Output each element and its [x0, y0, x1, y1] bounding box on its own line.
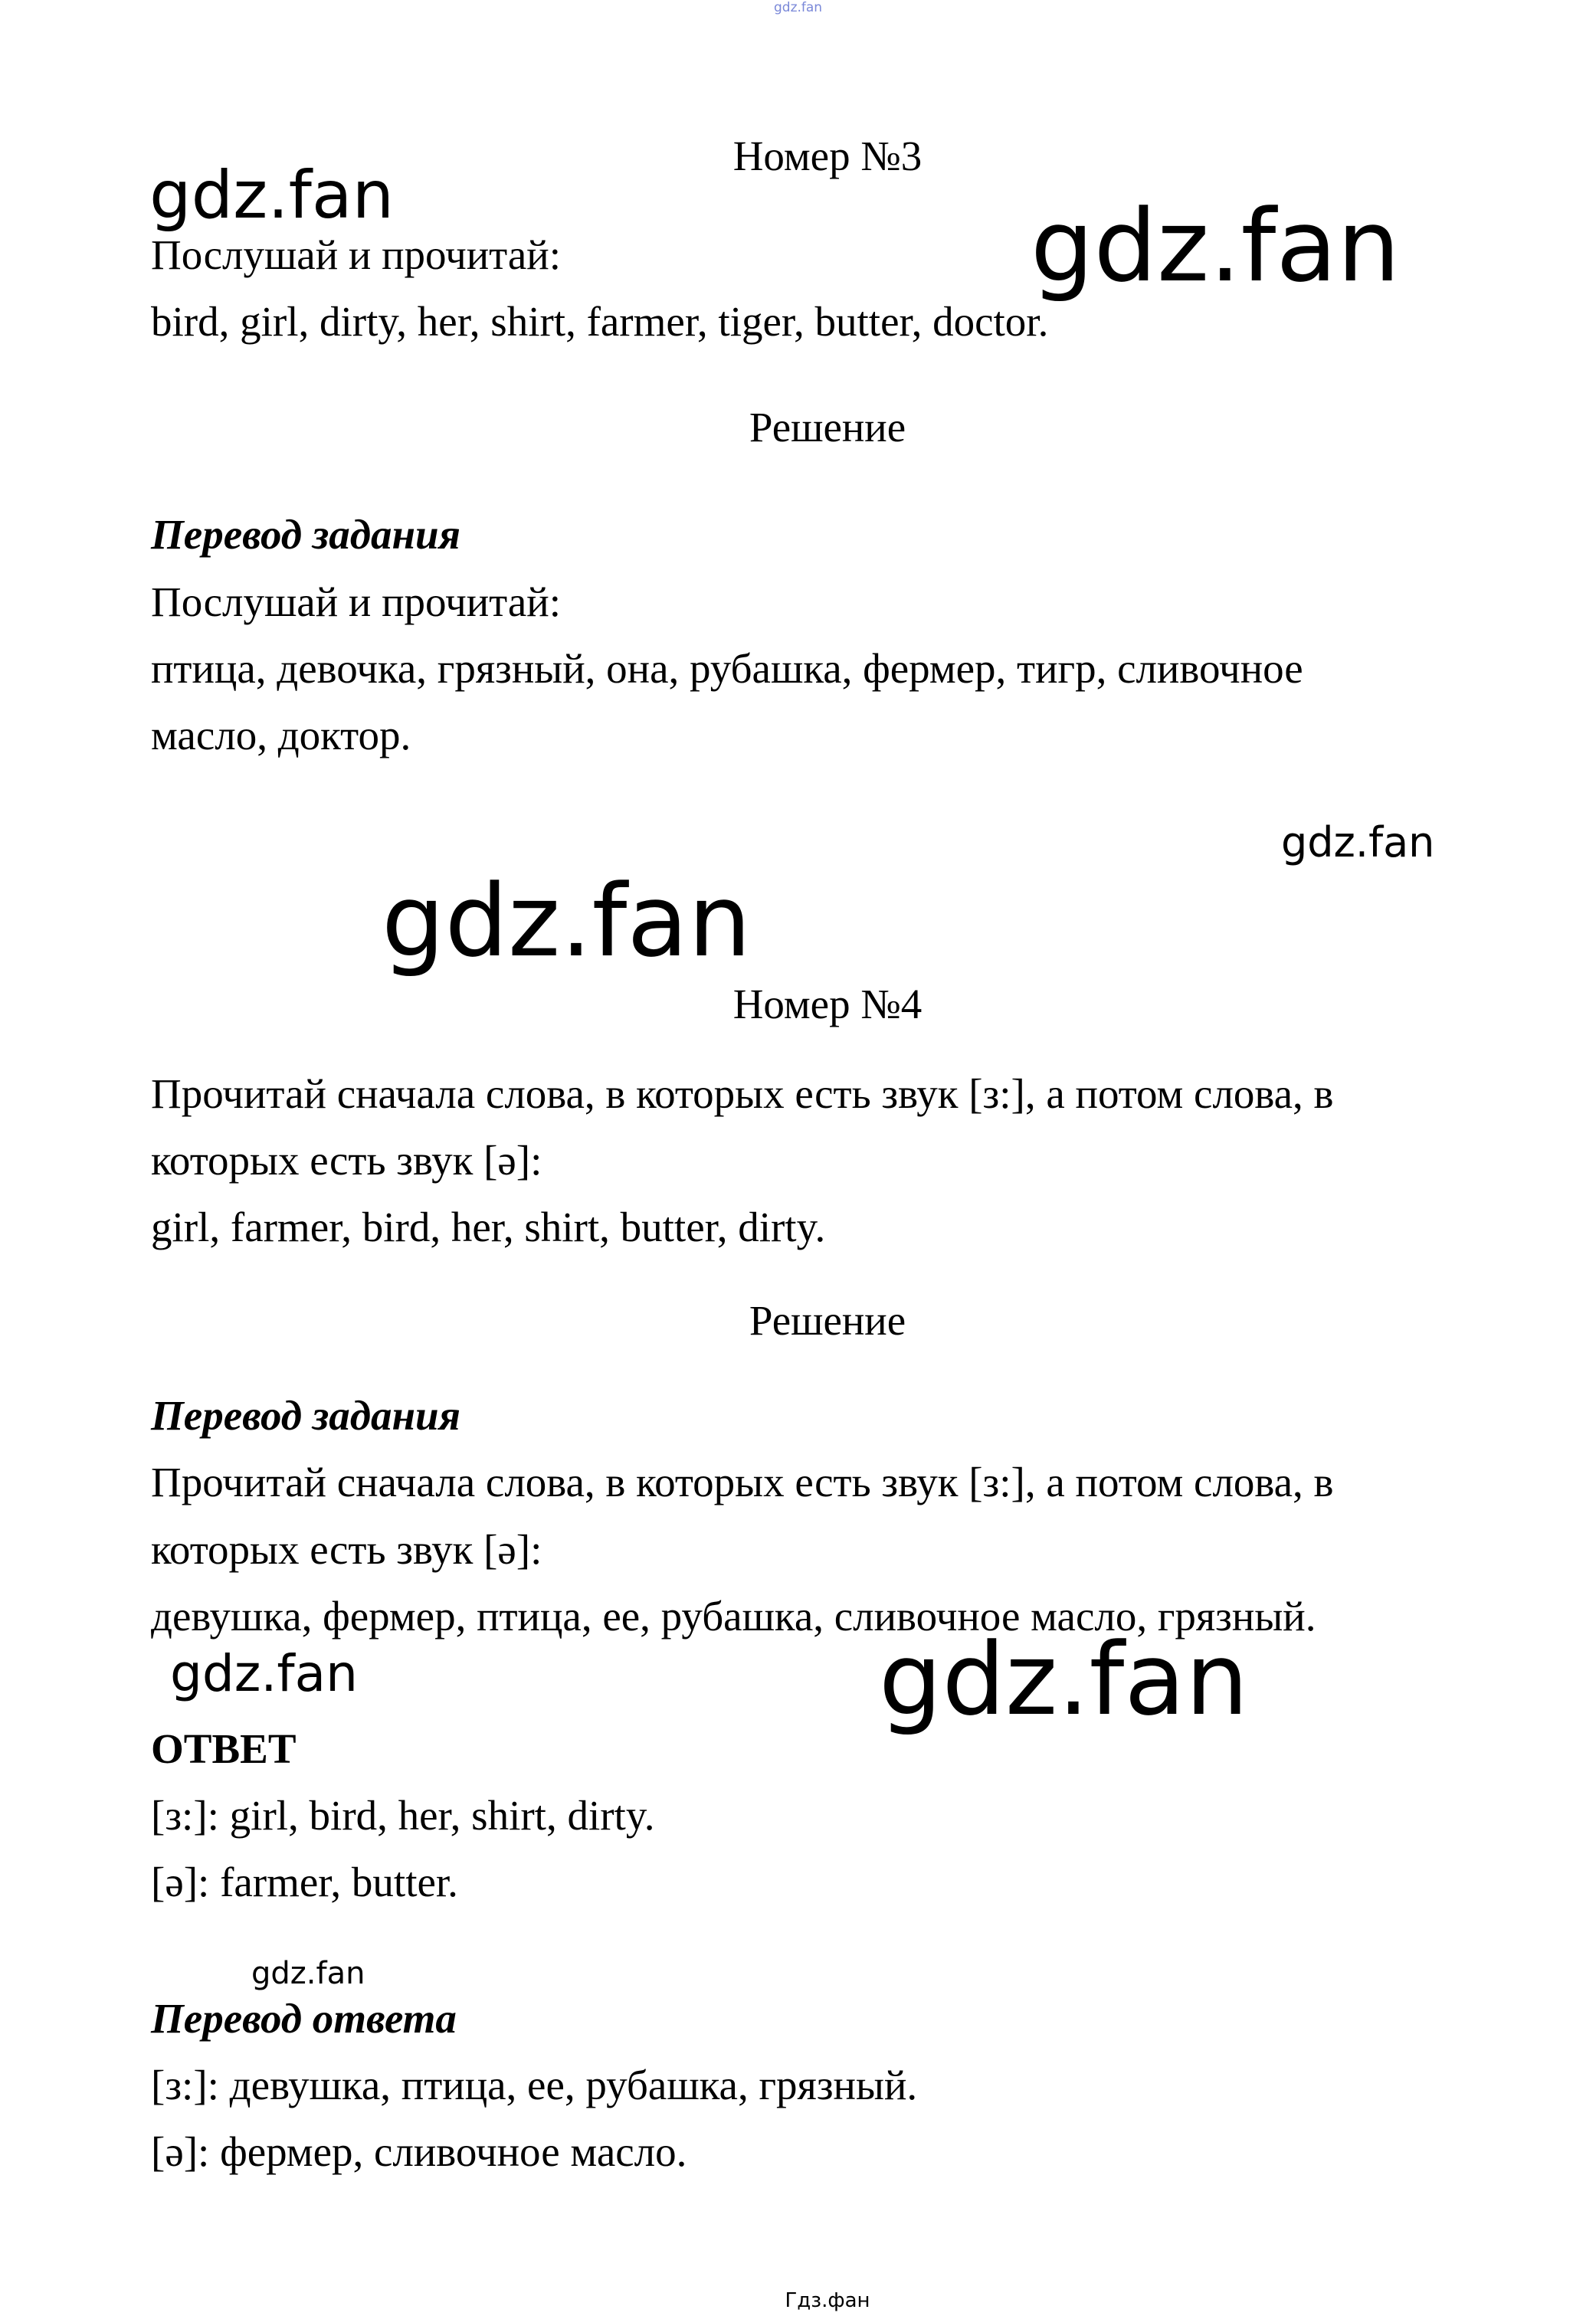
section-3-task: Послушай и прочитай:	[151, 231, 562, 278]
watermark: gdz.fan	[251, 1956, 365, 1991]
watermark: gdz.fan	[170, 1644, 358, 1703]
answer-line-1: [з:]: girl, bird, her, shirt, dirty.	[151, 1792, 655, 1839]
section-3-translation-task: Послушай и прочитай:	[151, 578, 562, 625]
section-4-task-line-1: Прочитай сначала слова, в которых есть звук [з:], а потом слова, в	[151, 1070, 1334, 1117]
section-4-translation-heading: Перевод задания	[151, 1392, 460, 1439]
section-3-solution: Решение	[749, 404, 906, 450]
top-watermark: gdz.fan	[774, 0, 823, 15]
section-3-translation-words-line-2: масло, доктор.	[151, 712, 411, 758]
footer-watermark: Гдз.фан	[785, 2289, 870, 2312]
answer-translation-line-2: [ə]: фермер, сливочное масло.	[151, 2128, 687, 2175]
answer-translation-line-1: [з:]: девушка, птица, ее, рубашка, грязный.	[151, 2062, 918, 2108]
section-4-solution: Решение	[749, 1297, 906, 1344]
section-3-translation-words-line-1: птица, девочка, грязный, она, рубашка, фермер, тигр, сливочное	[151, 645, 1303, 692]
answer-heading: ОТВЕТ	[151, 1725, 297, 1772]
answer-line-2: [ə]: farmer, butter.	[151, 1859, 458, 1905]
watermark: gdz.fan	[149, 157, 395, 234]
section-4-task-line-2: которых есть звук [ə]:	[151, 1137, 542, 1184]
section-3-translation-heading: Перевод задания	[151, 511, 460, 558]
answer-translation-heading: Перевод ответа	[151, 1995, 457, 2042]
section-4-translation-task-line-2: которых есть звук [ə]:	[151, 1526, 542, 1573]
watermark: gdz.fan	[382, 863, 752, 979]
section-3-words: bird, girl, dirty, her, shirt, farmer, tiger, butter, doctor.	[151, 298, 1049, 345]
section-4-words: girl, farmer, bird, her, shirt, butter, dirty.	[151, 1204, 826, 1250]
section-3-title: Номер №3	[732, 133, 923, 179]
section-4-translation-task-line-1: Прочитай сначала слова, в которых есть звук [з:], а потом слова, в	[151, 1459, 1334, 1505]
watermark: gdz.fan	[1281, 818, 1435, 866]
watermark: gdz.fan	[879, 1621, 1249, 1738]
watermark: gdz.fan	[1031, 188, 1401, 304]
section-4-title: Номер №4	[732, 981, 923, 1027]
section-4-translation-words: девушка, фермер, птица, ее, рубашка, сливочное масло, грязный.	[151, 1593, 1316, 1640]
